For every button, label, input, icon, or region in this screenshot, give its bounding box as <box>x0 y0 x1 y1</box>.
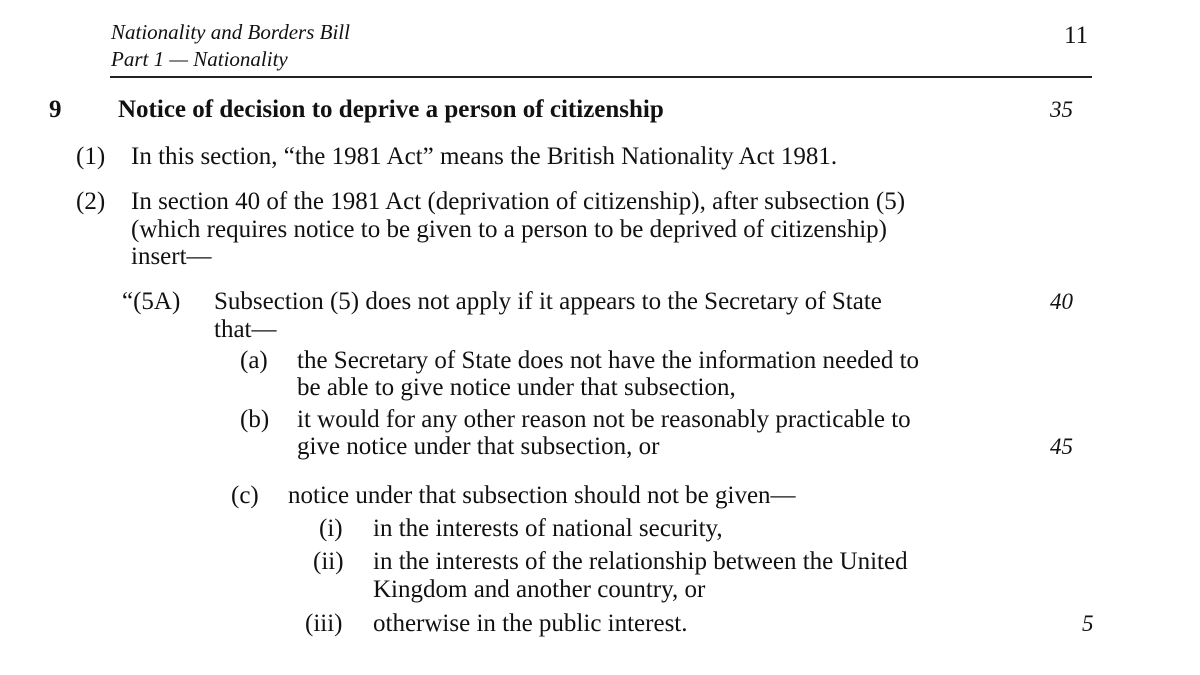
line-number-40: 40 <box>1050 289 1073 314</box>
inserted-subsection-number: “(5A) <box>122 288 181 315</box>
subsection-text-line: insert— <box>131 243 212 270</box>
subsection-text-line: In section 40 of the 1981 Act (deprivation of citizenship), after subsection (5) <box>131 188 906 215</box>
subparagraph-text-line: Kingdom and another country, or <box>373 576 706 603</box>
clause-number: 9 <box>49 96 62 123</box>
clause-title: Notice of decision to deprive a person of citizenship <box>118 96 664 123</box>
line-number-45: 45 <box>1050 434 1073 459</box>
paragraph-text-line: notice under that subsection should not be given— <box>288 482 796 509</box>
paragraph-number: (b) <box>240 406 270 433</box>
part-title: Part 1 — Nationality <box>111 47 288 71</box>
header-rule <box>110 76 1092 78</box>
page-number: 11 <box>1064 22 1089 49</box>
subparagraph-text-line: in the interests of national security, <box>373 515 723 542</box>
subparagraph-number: (ii) <box>313 548 344 575</box>
subsection-number: (2) <box>76 188 106 215</box>
paragraph-text-line: the Secretary of State does not have the information needed to <box>297 347 920 374</box>
paragraph-text-line: give notice under that subsection, or <box>297 433 660 460</box>
bill-title: Nationality and Borders Bill <box>111 20 350 44</box>
subparagraph-number: (i) <box>319 515 343 542</box>
paragraph-number: (a) <box>240 347 268 374</box>
line-number-35: 35 <box>1050 97 1073 122</box>
inserted-text-line: Subsection (5) does not apply if it appears to the Secretary of State <box>214 288 882 315</box>
paragraph-number: (c) <box>231 482 259 509</box>
subparagraph-text-line: otherwise in the public interest. <box>373 610 688 637</box>
paragraph-text-line: be able to give notice under that subsection, <box>297 374 736 401</box>
subsection-text-line: (which requires notice to be given to a person to be deprived of citizenship) <box>131 216 888 243</box>
inserted-text-line: that— <box>214 316 277 343</box>
subsection-text-line: In this section, “the 1981 Act” means the British Nationality Act 1981. <box>131 143 838 170</box>
line-number-5: 5 <box>1082 611 1094 636</box>
subsection-number: (1) <box>76 143 106 170</box>
subparagraph-text-line: in the interests of the relationship between the United <box>373 548 908 575</box>
subparagraph-number: (iii) <box>305 610 343 637</box>
paragraph-text-line: it would for any other reason not be reasonably practicable to <box>297 406 911 433</box>
